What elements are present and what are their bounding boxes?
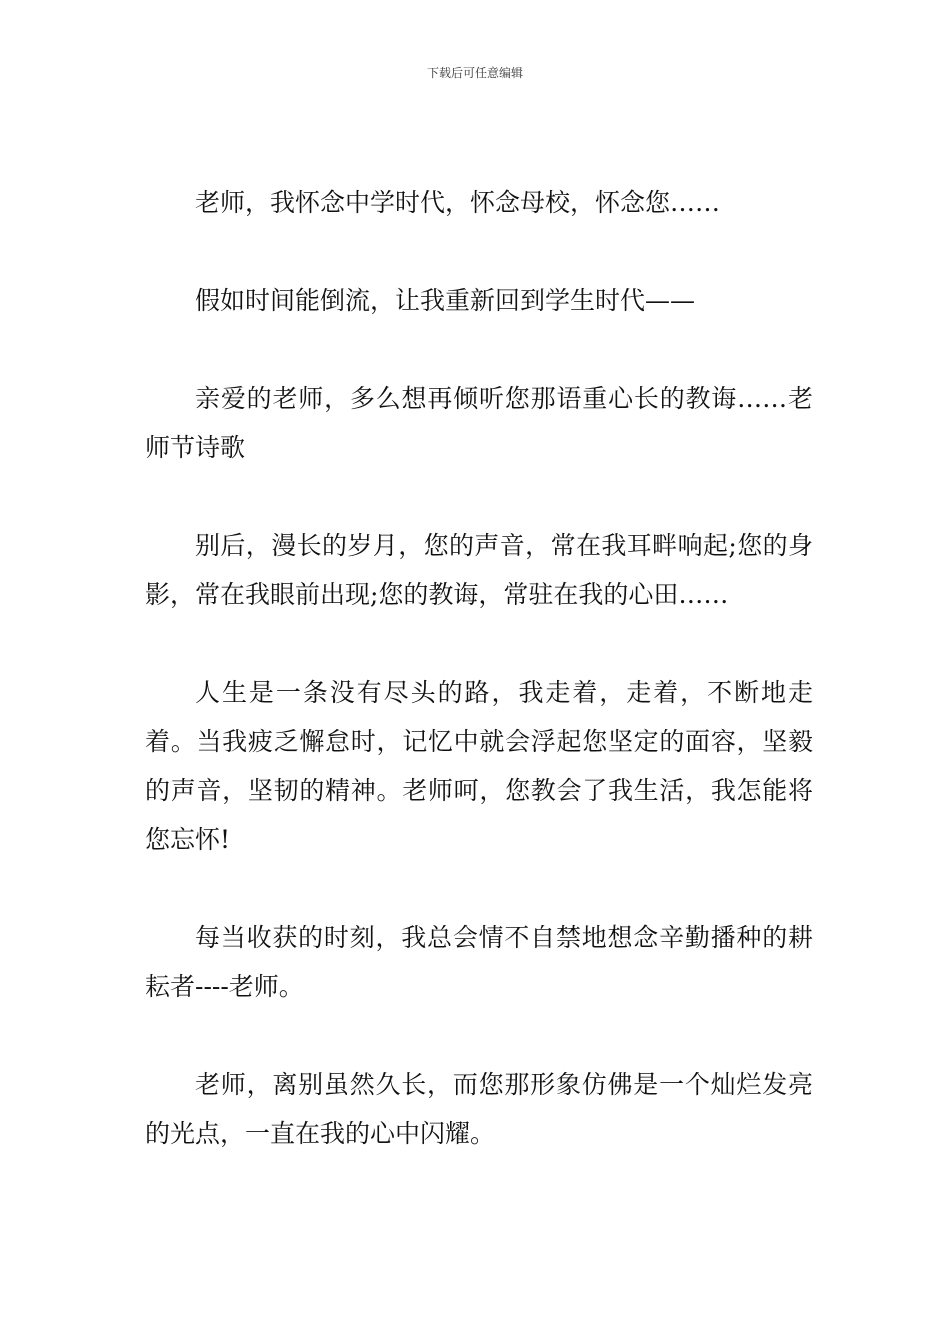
- paragraph-7: 老师，离别虽然久长，而您那形象仿佛是一个灿烂发亮的光点，一直在我的心中闪耀。: [145, 1070, 813, 1148]
- paragraph-4: 别后，漫长的岁月，您的声音，常在我耳畔响起;您的身影，常在我眼前出现;您的教诲，常驻在我的心田……: [145, 531, 813, 609]
- document-body: [145, 178, 813, 1207]
- page-header: 下载后可任意编辑: [426, 66, 523, 80]
- paragraph-3: 亲爱的老师，多么想再倾听您那语重心长的教诲……老师节诗歌: [145, 384, 813, 462]
- paragraph-5: 人生是一条没有尽头的路，我走着，走着，不断地走着。当我疲乏懈怠时，记忆中就会浮起您坚定的面容，坚毅的声音，坚韧的精神。老师呵，您教会了我生活，我怎能将您忘怀!: [145, 678, 813, 854]
- paragraph-6: 每当收获的时刻，我总会情不自禁地想念辛勤播种的耕耘者----老师。: [145, 923, 813, 1001]
- paragraph-1: 老师，我怀念中学时代，怀念母校，怀念您……: [195, 188, 721, 217]
- paragraph-2: 假如时间能倒流，让我重新回到学生时代——: [195, 286, 696, 315]
